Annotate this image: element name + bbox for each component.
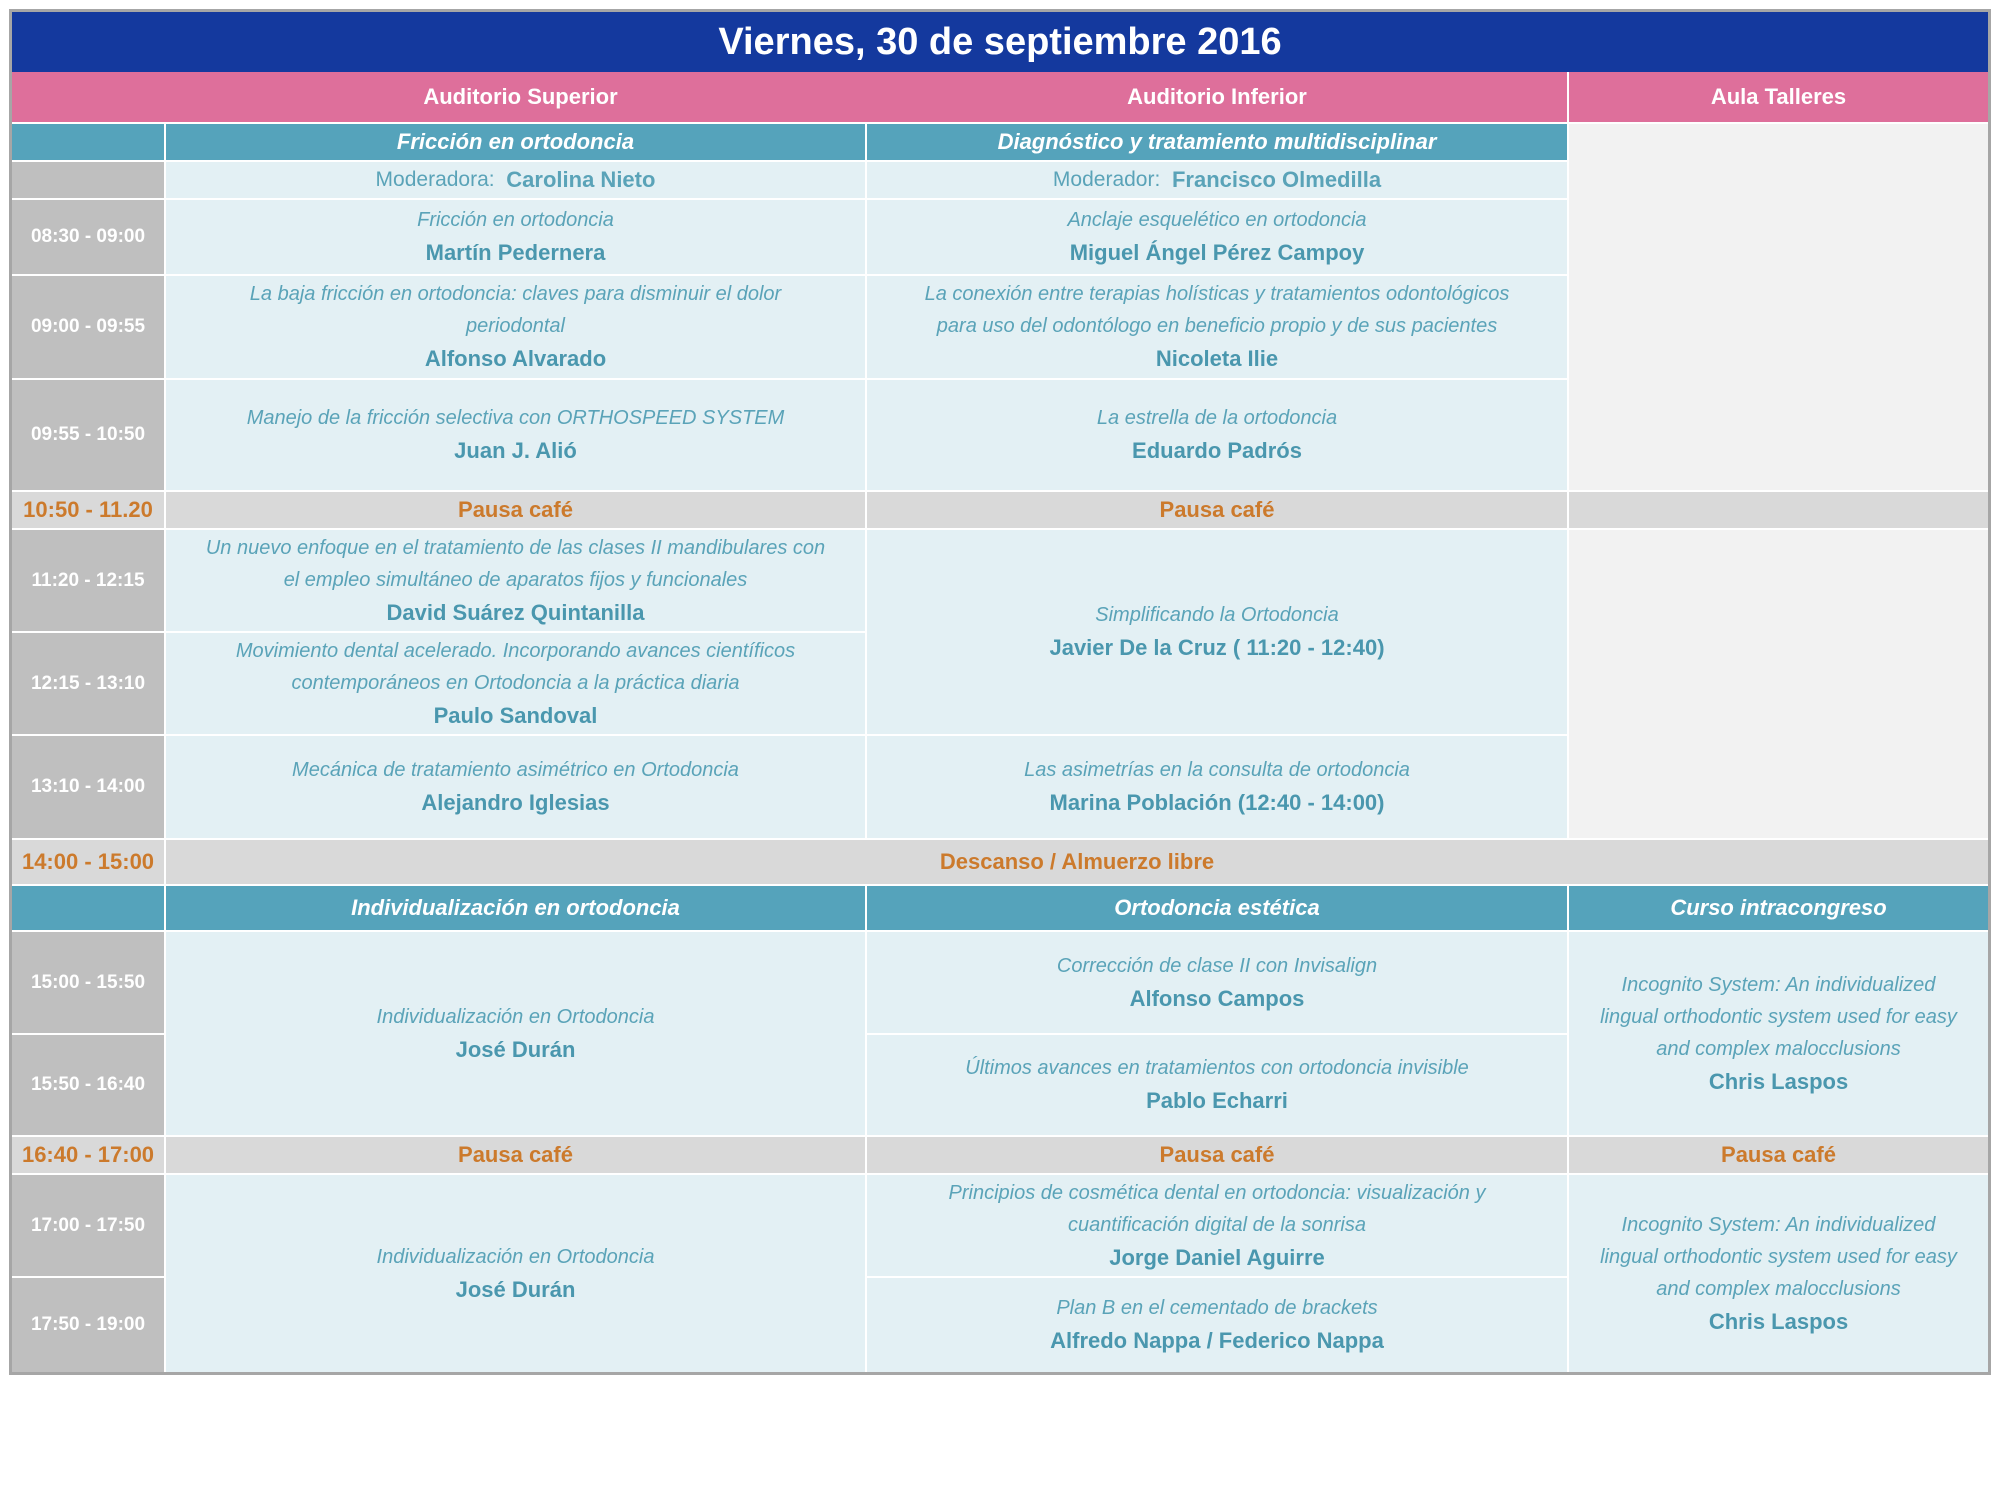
talk-title: La estrella de la ortodoncia: [1096, 407, 1338, 429]
session-title-inferior: Diagnóstico y tratamiento multidisciplinar: [867, 124, 1567, 160]
time-slot: 13:10 - 14:00: [12, 736, 164, 838]
page-title: Viernes, 30 de septiembre 2016: [12, 12, 1988, 72]
talk-speaker: Nicoleta Ilie: [1155, 346, 1279, 371]
time-slot: 15:00 - 15:50: [12, 932, 164, 1033]
schedule-table: [9, 9, 1991, 1375]
lunch-break: Descanso / Almuerzo libre: [166, 840, 1988, 884]
talk-title-cont: and complex malocclusions: [1656, 1037, 1901, 1060]
talk-title: Corrección de clase II con Invisalign: [1056, 954, 1378, 977]
talk-title-cont: contemporáneos en Ortodoncia a la práctica diaria: [291, 671, 740, 694]
time-slot: 12:15 - 13:10: [12, 633, 164, 734]
talk-title-cont: para uso del odontólogo en beneficio propio y de sus pacientes: [936, 315, 1498, 337]
talk-superior: [166, 932, 865, 1135]
talk-speaker: Juan J. Alió: [454, 438, 577, 463]
talk-inferior: [867, 736, 1567, 838]
coffee-break-superior: Pausa café: [166, 1137, 865, 1173]
talk-superior: [166, 633, 865, 734]
talk-title: Principios de cosmética dental en ortodoncia: visualización y: [948, 1181, 1486, 1204]
session-empty-time: [12, 886, 164, 930]
talk-speaker: Alejandro Iglesias: [421, 790, 610, 815]
talk-inferior: [867, 380, 1567, 490]
talleres-morning-empty: [1569, 124, 1988, 490]
talk-superior: [166, 276, 865, 378]
coffee-break-superior: Pausa café: [166, 492, 865, 528]
talk-title-cont: periodontal: [466, 315, 565, 337]
talk-talleres: [1569, 1175, 1988, 1372]
talk-superior: [166, 530, 865, 631]
room-header-talleres: Aula Talleres: [1569, 72, 1988, 122]
time-slot-lunch: 14:00 - 15:00: [12, 840, 164, 884]
talk-title: Individualización en Ortodoncia: [376, 1245, 655, 1268]
time-slot-break: 16:40 - 17:00: [12, 1137, 164, 1173]
moderator-name: Carolina Nieto: [506, 167, 656, 192]
session-empty-time: [12, 124, 164, 160]
time-slot: 17:50 - 19:00: [12, 1278, 164, 1372]
talk-title: La conexión entre terapias holísticas y tratamientos odontológicos: [924, 283, 1510, 305]
talk-title: Incognito System: An individualized: [1621, 973, 1936, 996]
talk-speaker: Chris Laspos: [1708, 1308, 1849, 1334]
talk-title: Las asimetrías en la consulta de ortodoncia: [1024, 759, 1410, 781]
moderator-time-empty: [12, 162, 164, 198]
talk-speaker: Eduardo Padrós: [1132, 438, 1302, 463]
coffee-break-talleres-empty: [1569, 492, 1988, 528]
coffee-break-inferior: Pausa café: [867, 492, 1567, 528]
time-slot: 09:55 - 10:50: [12, 380, 164, 490]
moderator-label: Moderador:: [1052, 168, 1161, 191]
talk-speaker: Chris Laspos: [1708, 1068, 1849, 1094]
talk-superior: [166, 1175, 865, 1372]
talk-superior: [166, 380, 865, 490]
talk-title: Movimiento dental acelerado. Incorporando avances científicos: [235, 639, 796, 662]
room-header-inferior: Auditorio Inferior: [867, 72, 1567, 122]
time-slot-break: 10:50 - 11.20: [12, 492, 164, 528]
talk-inferior: [867, 276, 1567, 378]
talk-title: La baja fricción en ortodoncia: claves para disminuir el dolor: [249, 283, 782, 305]
talk-title-cont: and complex malocclusions: [1656, 1277, 1901, 1300]
moderator-superior: [166, 162, 865, 198]
talk-superior: [166, 736, 865, 838]
talk-inferior: [867, 1035, 1567, 1135]
moderator-label: Moderadora:: [375, 168, 495, 191]
time-slot: 15:50 - 16:40: [12, 1035, 164, 1135]
talk-speaker: Pablo Echarri: [1146, 1088, 1288, 1113]
talk-speaker: José Durán: [455, 1036, 576, 1062]
moderator-name: Francisco Olmedilla: [1171, 167, 1382, 192]
talk-title: Últimos avances en tratamientos con ortodoncia invisible: [965, 1057, 1469, 1079]
time-slot: 11:20 - 12:15: [12, 530, 164, 631]
talk-title: Simplificando la Ortodoncia: [1095, 604, 1339, 626]
talk-speaker: Marina Población (12:40 - 14:00): [1049, 790, 1385, 815]
talk-title: Anclaje esquelético en ortodoncia: [1067, 209, 1367, 231]
coffee-break-inferior: Pausa café: [867, 1137, 1567, 1173]
talk-speaker: Alfonso Campos: [1129, 985, 1305, 1011]
session-title-talleres: Curso intracongreso: [1569, 886, 1988, 930]
session-title-superior: Individualización en ortodoncia: [166, 886, 865, 930]
talleres-late-morning-empty: [1569, 530, 1988, 838]
talk-inferior: [867, 932, 1567, 1033]
talk-title: Incognito System: An individualized: [1621, 1213, 1936, 1236]
talk-speaker: José Durán: [455, 1276, 576, 1302]
time-slot: 17:00 - 17:50: [12, 1175, 164, 1276]
talk-speaker: Alfredo Nappa / Federico Nappa: [1050, 1328, 1384, 1353]
talk-inferior: [867, 530, 1567, 734]
talk-superior: [166, 200, 865, 274]
talk-speaker: Javier De la Cruz ( 11:20 - 12:40): [1049, 635, 1385, 660]
talk-speaker: Alfonso Alvarado: [424, 346, 607, 371]
session-title-superior: Fricción en ortodoncia: [166, 124, 865, 160]
talk-talleres: [1569, 932, 1988, 1135]
talk-speaker: Miguel Ángel Pérez Campoy: [1069, 240, 1365, 265]
talk-title-cont: lingual orthodontic system used for easy: [1600, 1245, 1957, 1268]
time-slot: 08:30 - 09:00: [12, 200, 164, 274]
talk-inferior: [867, 200, 1567, 274]
talk-title: Plan B en el cementado de brackets: [1056, 1297, 1378, 1319]
talk-speaker: David Suárez Quintanilla: [386, 599, 645, 625]
talk-speaker: Jorge Daniel Aguirre: [1109, 1244, 1325, 1270]
talk-title: Mecánica de tratamiento asimétrico en Ortodoncia: [292, 759, 739, 781]
talk-title-cont: lingual orthodontic system used for easy: [1600, 1005, 1957, 1028]
room-header-superior: Auditorio Superior: [12, 72, 1029, 122]
talk-inferior: [867, 1175, 1567, 1276]
talk-title: Un nuevo enfoque en el tratamiento de las clases II mandibulares con: [205, 536, 826, 559]
talk-title: Individualización en Ortodoncia: [376, 1005, 655, 1028]
talk-inferior: [867, 1278, 1567, 1372]
talk-speaker: Martín Pedernera: [425, 240, 606, 265]
coffee-break-talleres: Pausa café: [1569, 1137, 1988, 1173]
talk-speaker: Paulo Sandoval: [433, 702, 598, 728]
talk-title-cont: el empleo simultáneo de aparatos fijos y funcionales: [283, 568, 748, 591]
talk-title: Fricción en ortodoncia: [417, 209, 614, 231]
time-slot: 09:00 - 09:55: [12, 276, 164, 378]
talk-title-cont: cuantificación digital de la sonrisa: [1068, 1213, 1366, 1236]
session-title-inferior: Ortodoncia estética: [867, 886, 1567, 930]
talk-title: Manejo de la fricción selectiva con ORTHOSPEED SYSTEM: [246, 407, 785, 429]
moderator-inferior: [867, 162, 1567, 198]
